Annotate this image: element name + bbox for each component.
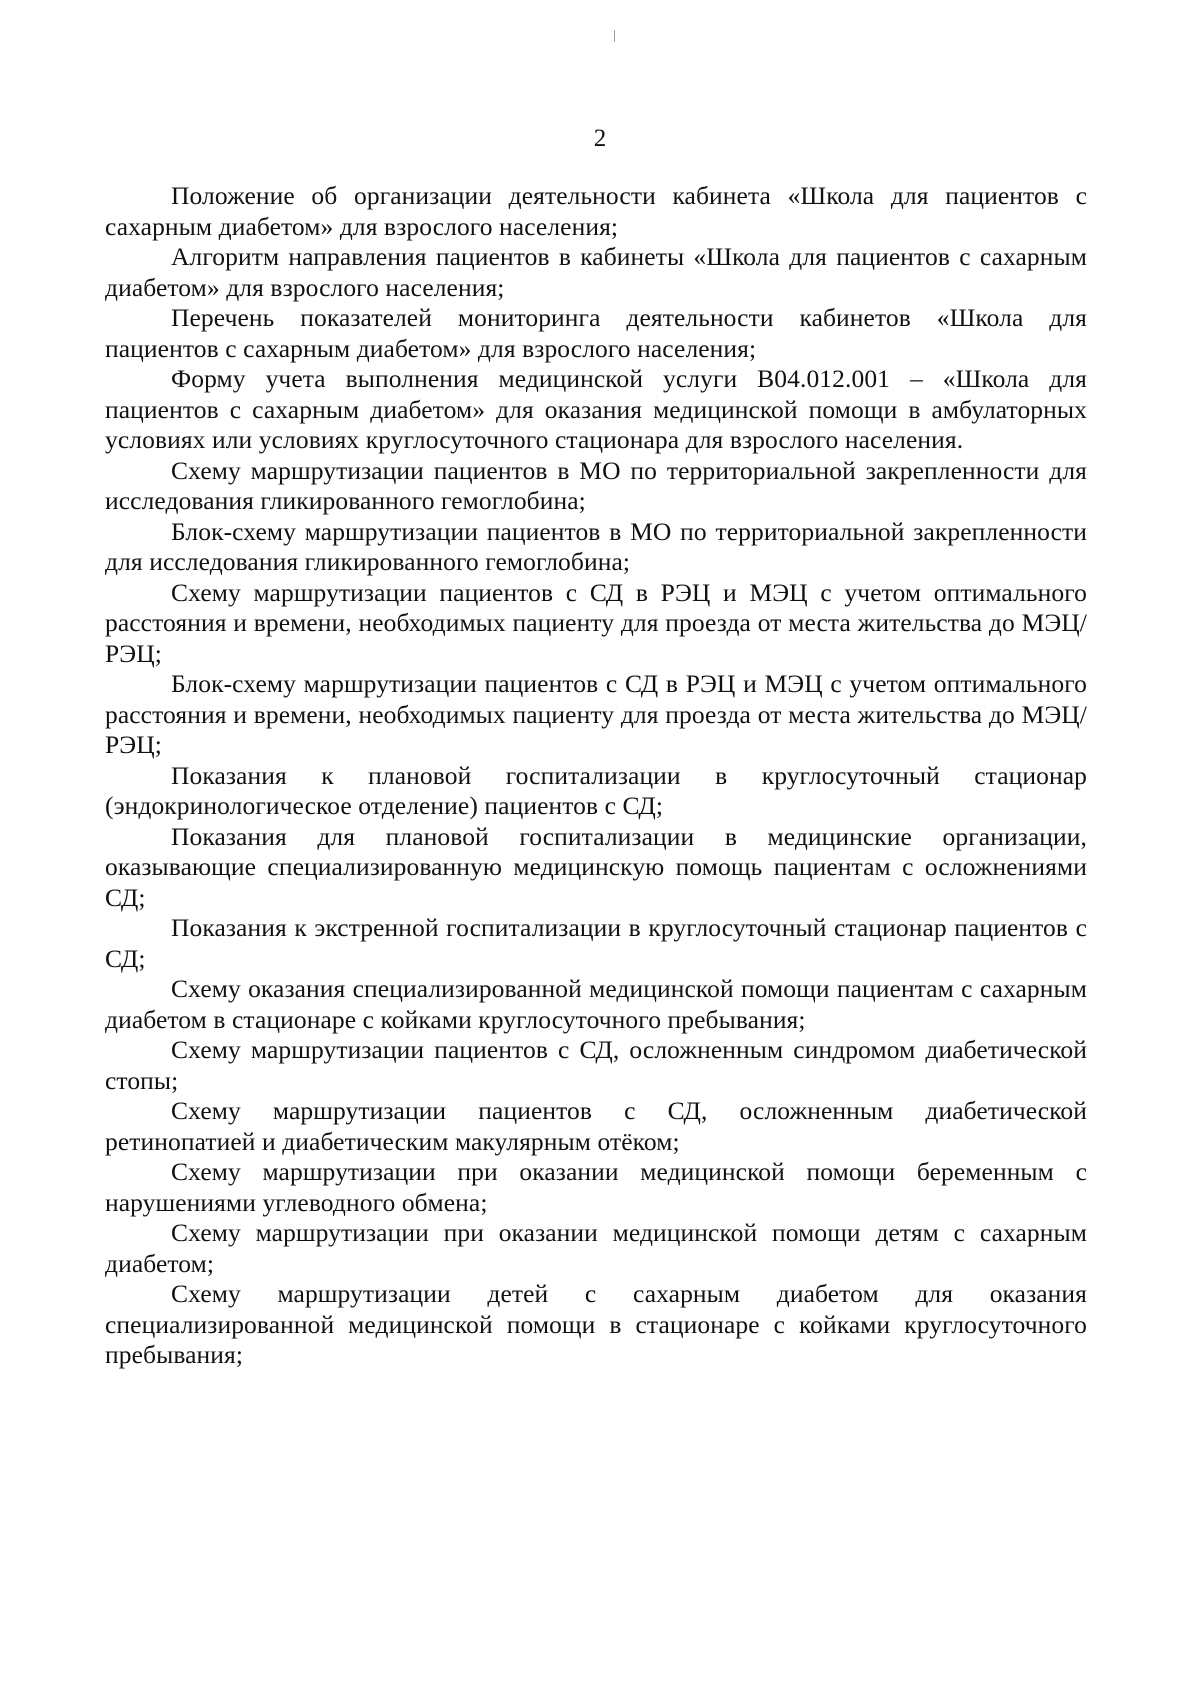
scan-mark (614, 30, 615, 42)
list-item: Схему маршрутизации пациентов с СД, осложненным синдромом диабетической стопы; (105, 1035, 1087, 1095)
list-item: Алгоритм направления пациентов в кабинеты «Школа для пациентов с сахарным диабетом» для взрослого населения; (105, 242, 1087, 302)
page-number: 2 (593, 125, 607, 152)
document-body (105, 181, 1087, 1371)
list-item: Положение об организации деятельности кабинета «Школа для пациентов с сахарным диабетом» для взрослого населения; (105, 181, 1087, 241)
list-item: Схему маршрутизации детей с сахарным диабетом для оказания специализированной медицинской помощи в стационаре с койками круглосуточного пребывания; (105, 1279, 1087, 1369)
list-item: Схему маршрутизации при оказании медицинской помощи детям с сахарным диабетом; (105, 1218, 1087, 1278)
list-item: Схему маршрутизации при оказании медицинской помощи беременным с нарушениями углеводного обмена; (105, 1157, 1087, 1217)
list-item: Схему оказания специализированной медицинской помощи пациентам с сахарным диабетом в стационаре с койками круглосуточного пребывания; (105, 974, 1087, 1034)
list-item: Показания для плановой госпитализации в медицинские организации, оказывающие специализированную медицинскую помощь пациентам с осложнениями СД; (105, 821, 1087, 912)
list-item: Форму учета выполнения медицинской услуги В04.012.001 – «Школа для пациентов с сахарным диабетом» для оказания медицинской помощи в амбулаторных условиях или условиях круглосуточного стационара для взрослого населения. (105, 364, 1087, 454)
list-item: Блок-схему маршрутизации пациентов с СД в РЭЦ и МЭЦ с учетом оптимального расстояния и времени, необходимых пациенту для проезда от места жительства до МЭЦ/РЭЦ; (105, 669, 1087, 759)
list-item: Перечень показателей мониторинга деятельности кабинетов «Школа для пациентов с сахарным диабетом» для взрослого населения; (105, 303, 1087, 363)
list-item: Показания к плановой госпитализации в круглосуточный стационар (эндокринологическое отделение) пациентов с СД; (105, 760, 1087, 820)
list-item: Схему маршрутизации пациентов в МО по территориальной закрепленности для исследования гликированного гемоглобина; (105, 455, 1087, 515)
list-item: Схему маршрутизации пациентов с СД, осложненным диабетической ретинопатией и диабетическим макулярным отёком; (105, 1096, 1087, 1156)
list-item: Схему маршрутизации пациентов с СД в РЭЦ и МЭЦ с учетом оптимального расстояния и времени, необходимых пациенту для проезда от места жительства до МЭЦ/РЭЦ; (105, 577, 1087, 668)
list-item: Показания к экстренной госпитализации в круглосуточный стационар пациентов с СД; (105, 913, 1087, 973)
list-item: Блок-схему маршрутизации пациентов в МО по территориальной закрепленности для исследования гликированного гемоглобина; (105, 516, 1087, 576)
